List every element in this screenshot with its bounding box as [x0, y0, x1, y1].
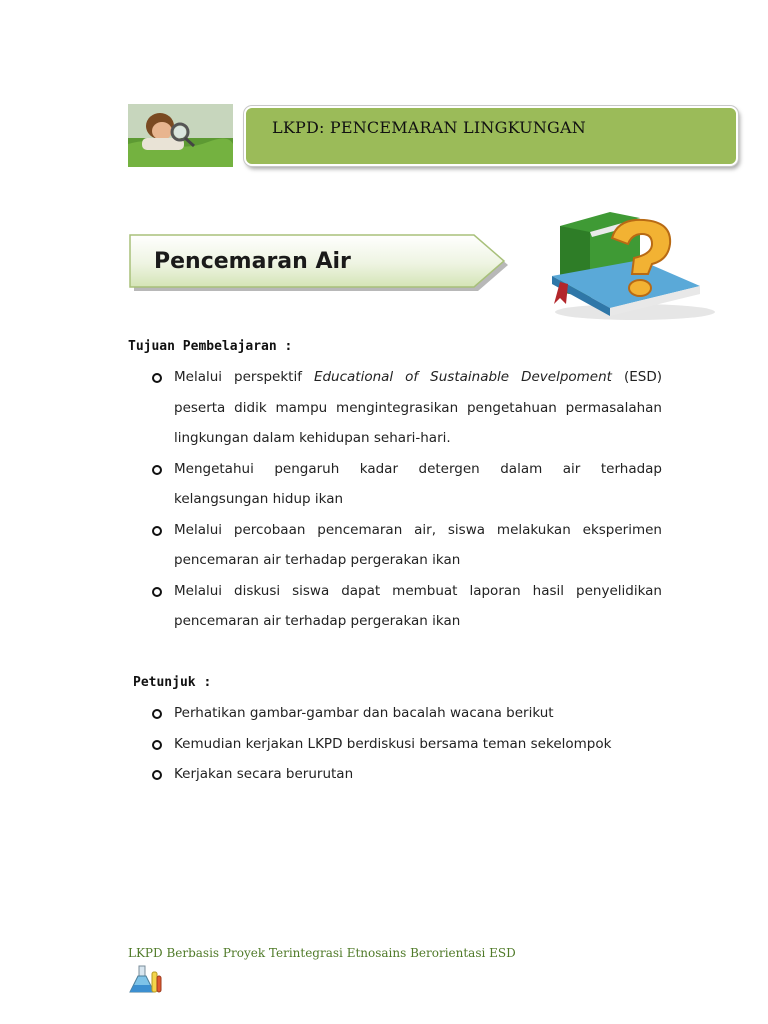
- list-item: [150, 729, 662, 760]
- objective-text-emphasis: Educational of Sustainable Develpoment: [313, 369, 612, 385]
- flask-icon: [128, 964, 162, 1000]
- objectives-label: Tujuan Pembelajaran :: [128, 339, 293, 354]
- objective-text: Melalui diskusi siswa dapat membuat laporan hasil penyelidikan pencemaran air terhadap pergerakan ikan: [174, 582, 662, 629]
- list-item: [150, 576, 662, 637]
- hollow-circle-bullet-icon: [152, 373, 162, 383]
- instructions-list: [150, 698, 662, 790]
- objective-text-prefix: Melalui perspektif: [174, 369, 314, 385]
- hollow-circle-bullet-icon: [152, 465, 162, 475]
- instruction-text: Kerjakan secara berurutan: [174, 766, 354, 782]
- footer-text: LKPD Berbasis Proyek Terintegrasi Etnosains Berorientasi ESD: [128, 946, 516, 960]
- instructions-label: Petunjuk :: [133, 675, 212, 690]
- hollow-circle-bullet-icon: [152, 526, 162, 536]
- hollow-circle-bullet-icon: [152, 709, 162, 719]
- list-item: [150, 515, 662, 576]
- flask-illustration: [128, 964, 162, 996]
- list-item: [150, 362, 662, 454]
- hollow-circle-bullet-icon: [152, 587, 162, 597]
- topic-title: Pencemaran Air: [154, 249, 351, 274]
- list-item: [150, 454, 662, 515]
- objectives-list: [150, 362, 662, 637]
- child-magnifying-glass-photo: [128, 104, 233, 167]
- hollow-circle-bullet-icon: [152, 770, 162, 780]
- hollow-circle-bullet-icon: [152, 740, 162, 750]
- list-item: [150, 698, 662, 729]
- book-question-mark-icon: [540, 204, 720, 328]
- photo-illustration: [128, 104, 233, 167]
- header-banner: [244, 106, 738, 166]
- header-title: LKPD: PENCEMARAN LINGKUNGAN: [272, 118, 586, 137]
- objective-text: Mengetahui pengaruh kadar detergen dalam air terhadap kelangsungan hidup ikan: [174, 460, 662, 507]
- instruction-text: Perhatikan gambar-gambar dan bacalah wacana berikut: [174, 705, 554, 721]
- objective-text-suffix: (ESD) peserta didik mampu mengintegrasikan pengetahuan permasalahan lingkungan dalam kehidupan sehari-hari.: [174, 369, 662, 446]
- book-illustration: [540, 204, 720, 324]
- list-item: [150, 759, 662, 790]
- instruction-text: Kemudian kerjakan LKPD berdiskusi bersama teman sekelompok: [174, 735, 612, 752]
- objective-text: Melalui percobaan pencemaran air, siswa melakukan eksperimen pencemaran air terhadap pergerakan ikan: [174, 521, 662, 568]
